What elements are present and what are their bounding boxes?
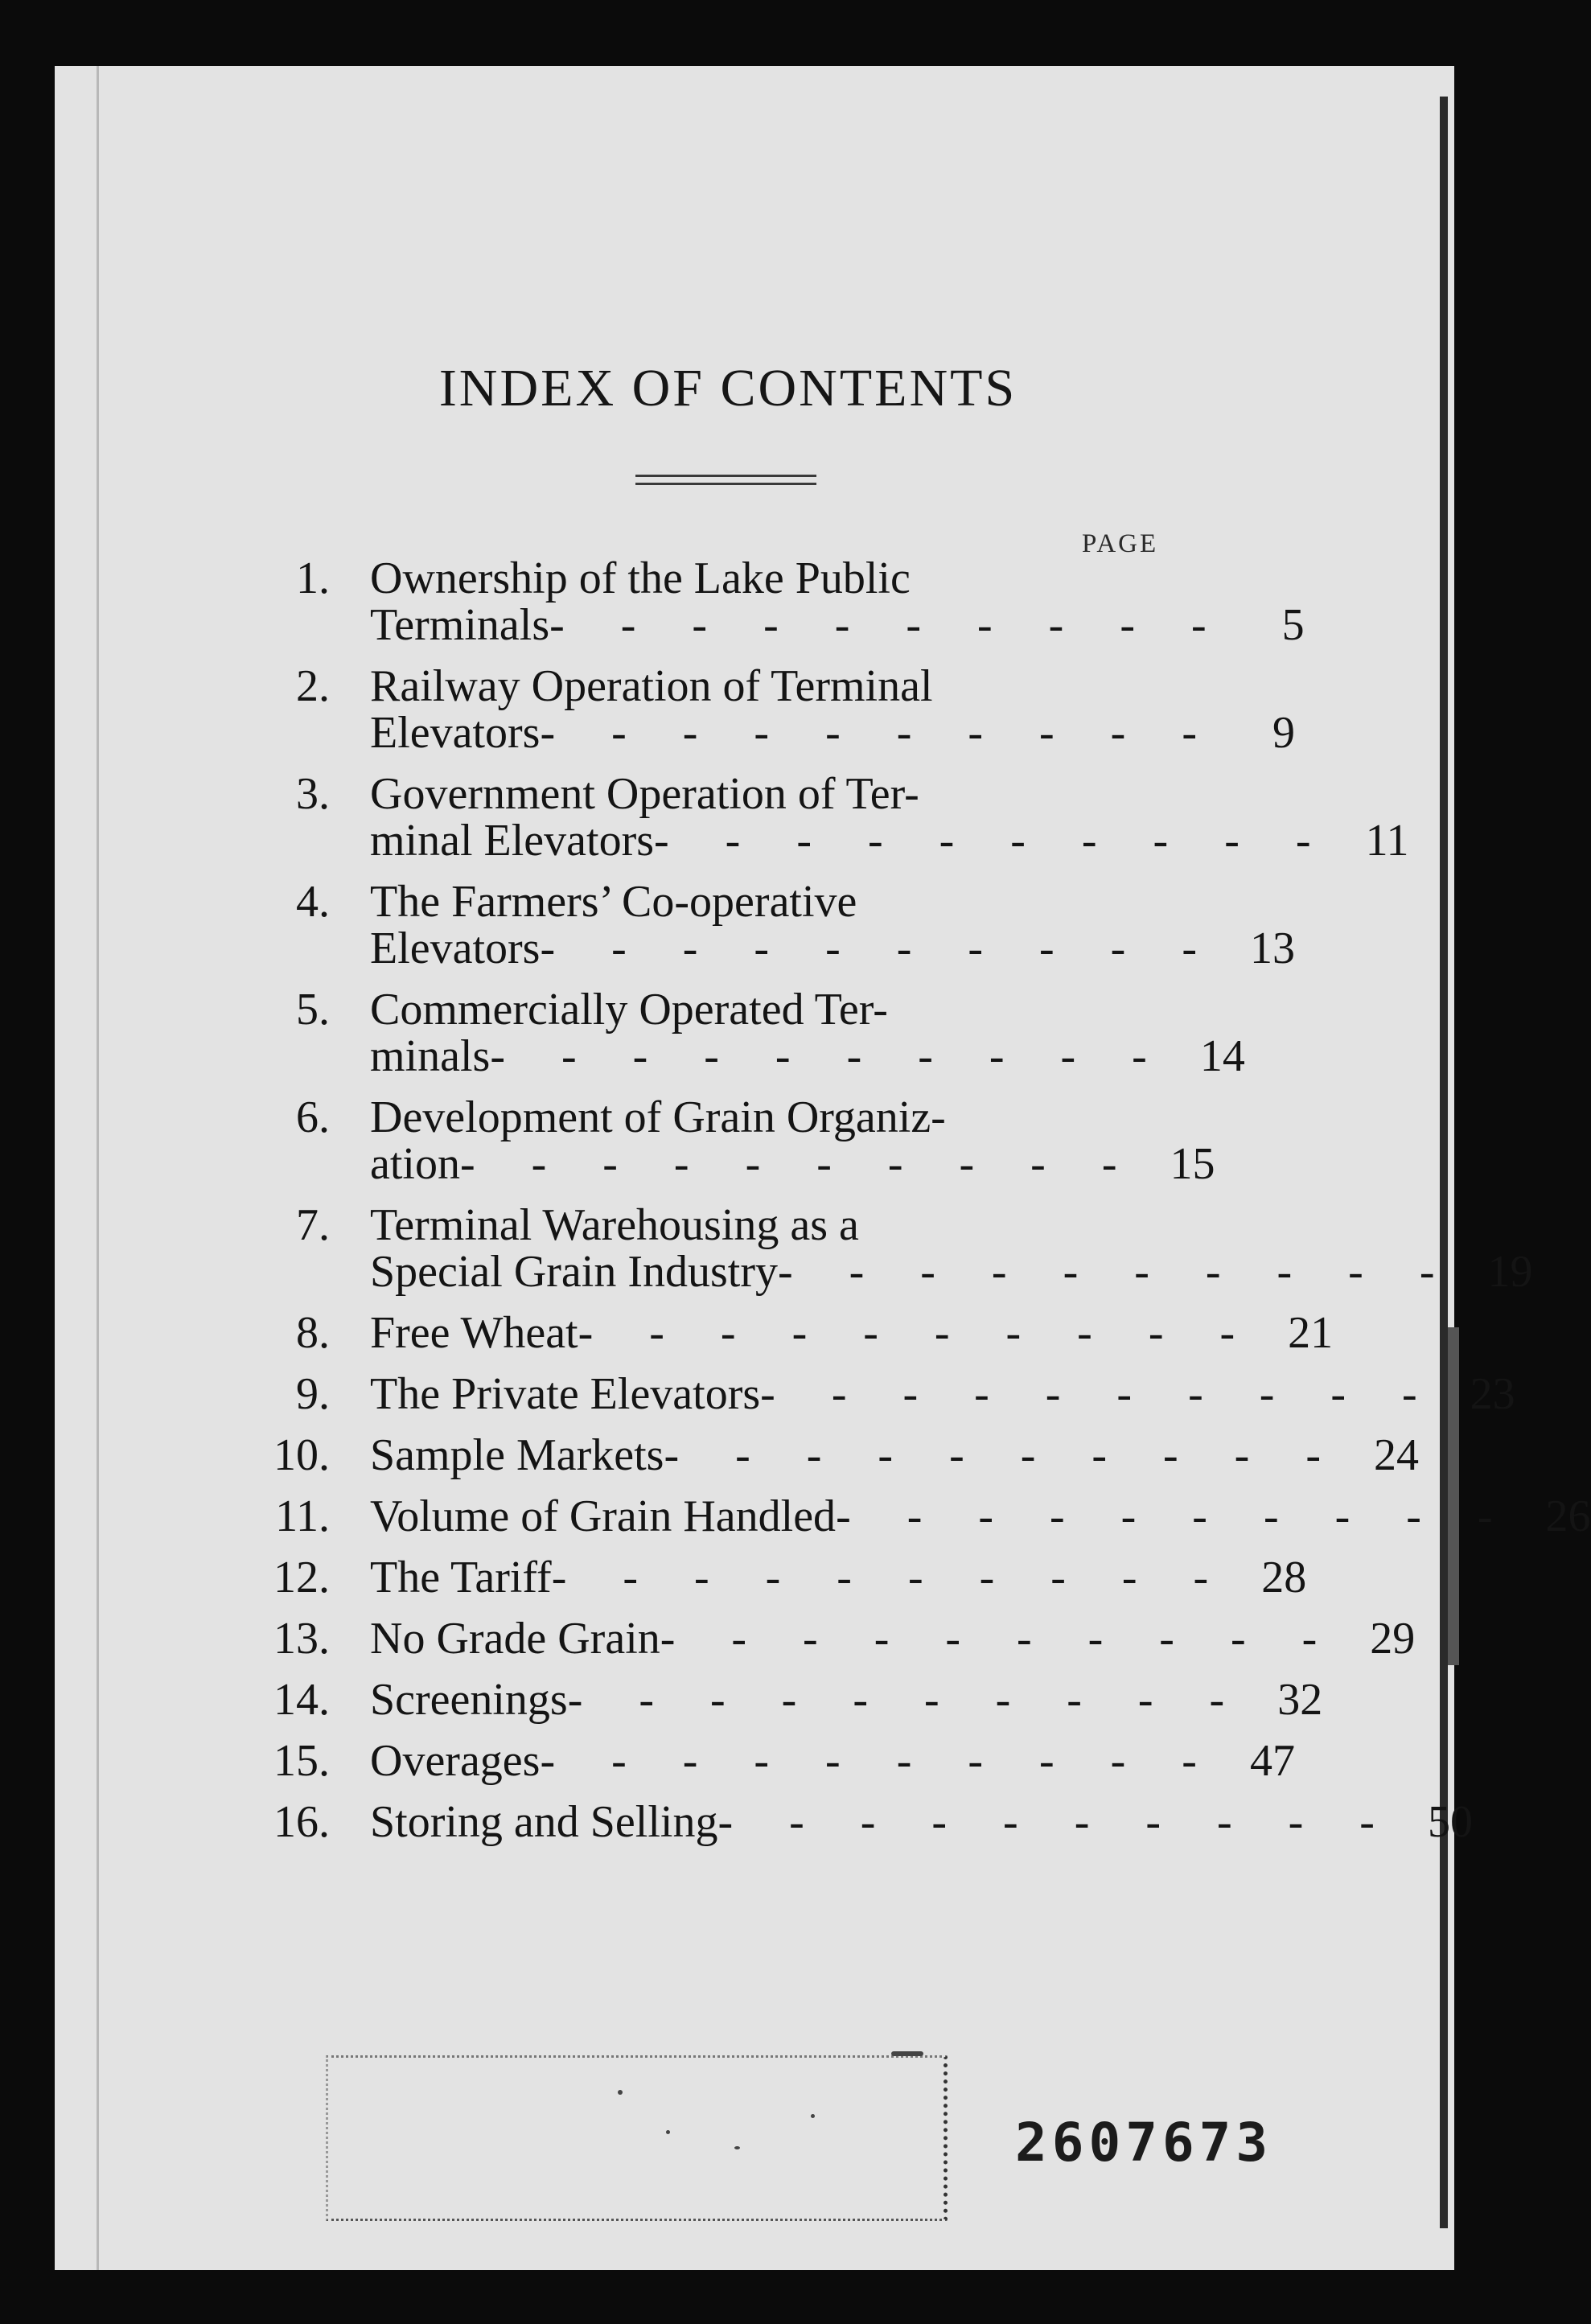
toc-entry-page: 28 — [1261, 1553, 1307, 1602]
toc-entry-title: Sample Markets — [370, 1430, 664, 1480]
stamp-speck — [734, 2146, 740, 2149]
toc-entry-final-line — [257, 708, 1295, 758]
dot-leader: - - - - - - - - - - — [551, 1553, 1231, 1602]
toc-entry-final-line — [257, 1430, 1419, 1480]
toc-entry — [257, 1736, 1295, 1786]
toc-entry-title: Elevators — [370, 923, 541, 973]
toc-entry-page: 23 — [1470, 1369, 1515, 1419]
toc-entry — [257, 553, 1305, 650]
toc-entry-title: Terminals — [370, 600, 550, 650]
dot-leader: - - - - - - - - - - — [836, 1491, 1515, 1541]
dot-leader: - - - - - - - - - - — [540, 923, 1219, 973]
toc-entry-title: Screenings — [370, 1675, 568, 1725]
toc-entry-final-line — [257, 816, 1409, 866]
dot-leader: - - - - - - - - - - — [567, 1675, 1248, 1725]
toc-entry — [257, 769, 1409, 866]
toc-entry-number: 4. — [296, 877, 330, 927]
dot-leader: - - - - - - - - - - — [660, 1614, 1340, 1664]
dot-leader: - - - - - - - - - - — [578, 1308, 1258, 1358]
toc-entry-final-line — [257, 600, 1305, 650]
accession-number: 2607673 — [1015, 2112, 1273, 2174]
page-title: INDEX OF CONTENTS — [438, 359, 1018, 417]
toc-entry — [257, 1092, 1215, 1189]
dot-leader: - - - - - - - - - - — [459, 1139, 1140, 1189]
toc-entry-page: 5 — [1281, 600, 1305, 650]
toc-entry — [257, 985, 1245, 1081]
toc-entry-title-line: Ownership of the Lake Public — [370, 553, 911, 603]
toc-entry-title: Elevators — [370, 708, 541, 758]
toc-entry-page: 9 — [1272, 708, 1295, 758]
toc-entry-page: 14 — [1199, 1031, 1245, 1081]
toc-entry-number: 13. — [273, 1614, 330, 1664]
toc-entry-title-line: Terminal Warehousing as a — [370, 1200, 859, 1250]
toc-entry — [257, 1491, 1591, 1541]
toc-entry-number: 10. — [273, 1430, 330, 1480]
dot-leader: - - - - - - - - - - — [654, 816, 1334, 866]
toc-entry-title: Overages — [370, 1736, 541, 1786]
library-stamp — [326, 2055, 948, 2221]
toc-entry-number: 9. — [296, 1369, 330, 1419]
toc-entry-final-line — [257, 1491, 1591, 1541]
toc-entry-final-line — [257, 1139, 1215, 1189]
toc-entry-title: Volume of Grain Handled — [370, 1491, 837, 1541]
toc-entry-title: The Private Elevators — [370, 1369, 761, 1419]
stamp-speck — [666, 2130, 670, 2134]
toc-entry-final-line — [257, 1369, 1515, 1419]
toc-entry-number: 16. — [273, 1797, 330, 1847]
toc-entry-title: ation — [370, 1139, 460, 1189]
toc-entry-title: Free Wheat — [370, 1308, 578, 1358]
toc-entry — [257, 1675, 1323, 1725]
toc-entry — [257, 1614, 1416, 1664]
toc-entry-page: 32 — [1277, 1675, 1323, 1725]
toc-entry — [257, 877, 1295, 973]
toc-entry-number: 5. — [296, 985, 330, 1034]
table-of-contents — [257, 553, 1591, 1860]
toc-entry-page: 11 — [1365, 816, 1409, 866]
toc-entry-page: 19 — [1487, 1247, 1533, 1297]
toc-entry-number: 1. — [296, 553, 330, 603]
toc-entry-number: 7. — [296, 1200, 330, 1250]
toc-entry-title: Storing and Selling — [370, 1797, 718, 1847]
toc-entry-title: No Grade Grain — [370, 1614, 660, 1664]
toc-entry-page: 29 — [1370, 1614, 1416, 1664]
toc-entry — [257, 1430, 1419, 1480]
toc-entry-page: 47 — [1249, 1736, 1295, 1786]
toc-entry-final-line — [257, 923, 1295, 973]
toc-entry-final-line — [257, 1031, 1245, 1081]
dot-leader: - - - - - - - - - - — [549, 600, 1229, 650]
toc-entry-title-line: Development of Grain Organiz- — [370, 1092, 946, 1142]
toc-entry-final-line — [257, 1614, 1416, 1664]
toc-entry-page: 26 — [1545, 1491, 1591, 1541]
toc-entry-number: 11. — [275, 1491, 330, 1541]
title-rule — [635, 483, 816, 485]
toc-entry-final-line — [257, 1308, 1334, 1358]
dot-leader: - - - - - - - - - - — [540, 708, 1219, 758]
toc-entry-number: 2. — [296, 661, 330, 711]
page-column-header: PAGE — [1082, 529, 1159, 558]
dot-leader: - - - - - - - - - - — [760, 1369, 1440, 1419]
toc-entry-title-line: Commercially Operated Ter- — [370, 985, 888, 1034]
toc-entry — [257, 661, 1295, 758]
toc-entry — [257, 1200, 1533, 1297]
stamp-speck — [618, 2090, 623, 2095]
toc-entry-page: 24 — [1373, 1430, 1419, 1480]
toc-entry-final-line — [257, 1675, 1323, 1725]
toc-entry-number: 12. — [273, 1553, 330, 1602]
toc-entry-page: 15 — [1170, 1139, 1215, 1189]
toc-entry-title: Special Grain Industry — [370, 1247, 778, 1297]
toc-entry — [257, 1797, 1473, 1847]
toc-entry-title: minal Elevators — [370, 816, 655, 866]
stamp-speck — [891, 2051, 923, 2056]
toc-entry-final-line — [257, 1797, 1473, 1847]
title-rule — [635, 475, 816, 477]
toc-entry-page: 13 — [1249, 923, 1295, 973]
toc-entry-number: 6. — [296, 1092, 330, 1142]
toc-entry-page: 21 — [1288, 1308, 1334, 1358]
stamp-speck — [811, 2114, 815, 2118]
toc-entry-number: 15. — [273, 1736, 330, 1786]
toc-entry-title-line: Railway Operation of Terminal — [370, 661, 933, 711]
dot-leader: - - - - - - - - - - — [664, 1430, 1343, 1480]
toc-entry-number: 8. — [296, 1308, 330, 1358]
dot-leader: - - - - - - - - - - — [717, 1797, 1397, 1847]
toc-entry-title: minals — [370, 1031, 491, 1081]
toc-entry-title: The Tariff — [370, 1553, 552, 1602]
toc-entry-title-line: The Farmers’ Co-operative — [370, 877, 857, 927]
toc-entry-final-line — [257, 1553, 1307, 1602]
dot-leader: - - - - - - - - - - — [490, 1031, 1170, 1081]
toc-entry-final-line — [257, 1247, 1533, 1297]
toc-entry-title-line: Government Operation of Ter- — [370, 769, 919, 819]
toc-entry-number: 3. — [296, 769, 330, 819]
dot-leader: - - - - - - - - - - — [777, 1247, 1457, 1297]
toc-entry — [257, 1553, 1307, 1602]
toc-entry — [257, 1308, 1334, 1358]
toc-entry-final-line — [257, 1736, 1295, 1786]
toc-entry-number: 14. — [273, 1675, 330, 1725]
toc-entry-page: 50 — [1427, 1797, 1473, 1847]
dot-leader: - - - - - - - - - - — [540, 1736, 1219, 1786]
toc-entry — [257, 1369, 1515, 1419]
